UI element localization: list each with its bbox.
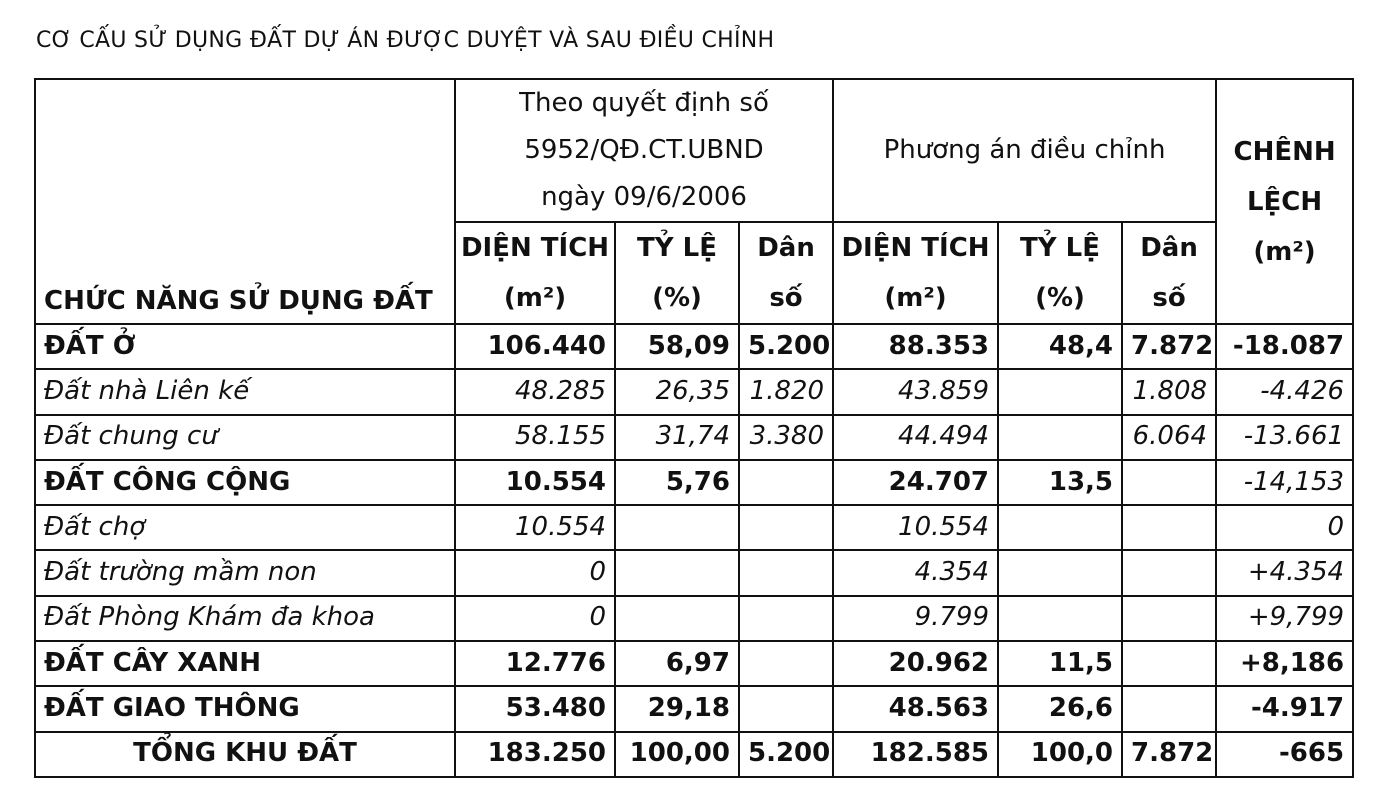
cell-approved-ratio: 58,09	[615, 324, 739, 369]
table-row	[35, 324, 1353, 369]
row-label: Đất nhà Liên kế	[35, 369, 455, 414]
cell-adjusted-population	[1122, 686, 1216, 731]
cell-approved-population: 5.200	[739, 324, 833, 369]
cell-difference: +8,186	[1216, 641, 1353, 686]
cell-approved-area: 48.285	[455, 369, 615, 414]
cell-adjusted-population	[1122, 550, 1216, 595]
table-row	[35, 596, 1353, 641]
header-area-label: DIỆN TÍCH	[841, 233, 990, 263]
cell-approved-ratio: 5,76	[615, 460, 739, 505]
header-diff-line-2: LỆCH	[1246, 186, 1323, 217]
cell-approved-population: 3.380	[739, 415, 833, 460]
header-adjusted-plan: Phương án điều chỉnh	[833, 79, 1216, 222]
header-ratio-approved	[615, 222, 739, 324]
cell-adjusted-population: 1.808	[1122, 369, 1216, 414]
table-row	[35, 641, 1353, 686]
header-approved-line-2: 5952/QĐ.CT.UBND	[524, 135, 764, 165]
cell-adjusted-area: 48.563	[833, 686, 998, 731]
cell-adjusted-ratio: 26,6	[998, 686, 1122, 731]
header-diff-line-3: (m²)	[1253, 236, 1316, 267]
cell-approved-area: 12.776	[455, 641, 615, 686]
cell-approved-area: 183.250	[455, 732, 615, 777]
row-label-total: TỔNG KHU ĐẤT	[35, 732, 455, 777]
header-ratio-unit: (%)	[1035, 283, 1085, 313]
cell-difference: -18.087	[1216, 324, 1353, 369]
cell-difference: +9,799	[1216, 596, 1353, 641]
cell-adjusted-population: 7.872	[1122, 324, 1216, 369]
header-pop-label-1: Dân	[757, 233, 815, 263]
header-ratio-label: TỶ LỆ	[637, 233, 717, 263]
cell-approved-population	[739, 505, 833, 550]
cell-adjusted-ratio	[998, 415, 1122, 460]
cell-adjusted-area: 9.799	[833, 596, 998, 641]
header-approved-line-3: ngày 09/6/2006	[541, 182, 747, 212]
cell-adjusted-area: 20.962	[833, 641, 998, 686]
row-label: ĐẤT CÂY XANH	[35, 641, 455, 686]
row-label: ĐẤT Ở	[35, 324, 455, 369]
row-label: Đất chợ	[35, 505, 455, 550]
cell-difference: +4.354	[1216, 550, 1353, 595]
cell-approved-area: 53.480	[455, 686, 615, 731]
row-label: ĐẤT GIAO THÔNG	[35, 686, 455, 731]
header-pop-approved	[739, 222, 833, 324]
cell-approved-ratio	[615, 596, 739, 641]
row-label: Đất chung cư	[35, 415, 455, 460]
cell-approved-population: 5.200	[739, 732, 833, 777]
cell-approved-area: 58.155	[455, 415, 615, 460]
cell-adjusted-area: 4.354	[833, 550, 998, 595]
table-row-total	[35, 732, 1353, 777]
cell-adjusted-population	[1122, 596, 1216, 641]
row-label: Đất Phòng Khám đa khoa	[35, 596, 455, 641]
cell-approved-ratio	[615, 505, 739, 550]
header-area-unit: (m²)	[503, 283, 567, 313]
header-ratio-adjusted	[998, 222, 1122, 324]
land-use-table	[34, 78, 1354, 778]
cell-approved-population	[739, 550, 833, 595]
cell-approved-area: 10.554	[455, 505, 615, 550]
row-label: ĐẤT CÔNG CỘNG	[35, 460, 455, 505]
cell-approved-population	[739, 596, 833, 641]
cell-approved-ratio: 26,35	[615, 369, 739, 414]
cell-approved-population	[739, 686, 833, 731]
cell-difference: -13.661	[1216, 415, 1353, 460]
cell-adjusted-ratio: 13,5	[998, 460, 1122, 505]
header-difference	[1216, 79, 1353, 324]
table-row	[35, 686, 1353, 731]
cell-adjusted-population: 6.064	[1122, 415, 1216, 460]
cell-approved-ratio: 29,18	[615, 686, 739, 731]
cell-adjusted-population	[1122, 460, 1216, 505]
header-area-unit: (m²)	[884, 283, 947, 313]
cell-adjusted-ratio	[998, 550, 1122, 595]
cell-approved-ratio: 31,74	[615, 415, 739, 460]
cell-adjusted-population	[1122, 505, 1216, 550]
cell-approved-population: 1.820	[739, 369, 833, 414]
header-row-groups	[35, 79, 1353, 222]
cell-adjusted-ratio: 48,4	[998, 324, 1122, 369]
header-pop-label-2: số	[769, 283, 803, 313]
header-diff-line-1: CHÊNH	[1233, 136, 1336, 167]
cell-difference: -14,153	[1216, 460, 1353, 505]
table-row	[35, 415, 1353, 460]
table-row	[35, 460, 1353, 505]
cell-adjusted-area: 10.554	[833, 505, 998, 550]
cell-difference: -4.917	[1216, 686, 1353, 731]
cell-approved-area: 10.554	[455, 460, 615, 505]
document-title: CƠ CẤU SỬ DỤNG ĐẤT DỰ ÁN ĐƯỢC DUYỆT VÀ SAU ĐIỀU CHỈNH	[36, 28, 775, 53]
cell-adjusted-area: 24.707	[833, 460, 998, 505]
header-function: CHỨC NĂNG SỬ DỤNG ĐẤT	[35, 79, 455, 324]
cell-adjusted-ratio: 100,0	[998, 732, 1122, 777]
header-area-approved	[455, 222, 615, 324]
cell-difference: -665	[1216, 732, 1353, 777]
header-area-adjusted	[833, 222, 998, 324]
cell-adjusted-ratio: 11,5	[998, 641, 1122, 686]
cell-approved-area: 0	[455, 550, 615, 595]
header-pop-label-2: số	[1152, 283, 1186, 313]
cell-difference: -4.426	[1216, 369, 1353, 414]
header-pop-adjusted	[1122, 222, 1216, 324]
header-area-label: DIỆN TÍCH	[460, 233, 610, 263]
header-pop-label-1: Dân	[1140, 233, 1198, 263]
table-row	[35, 369, 1353, 414]
cell-approved-population	[739, 460, 833, 505]
cell-adjusted-area: 182.585	[833, 732, 998, 777]
cell-adjusted-area: 43.859	[833, 369, 998, 414]
header-approved-plan	[455, 79, 833, 222]
cell-adjusted-area: 44.494	[833, 415, 998, 460]
table-row	[35, 505, 1353, 550]
header-approved-line-1: Theo quyết định số	[519, 88, 769, 118]
cell-approved-population	[739, 641, 833, 686]
cell-approved-area: 0	[455, 596, 615, 641]
cell-approved-ratio: 100,00	[615, 732, 739, 777]
cell-adjusted-ratio	[998, 369, 1122, 414]
cell-approved-ratio: 6,97	[615, 641, 739, 686]
cell-difference: 0	[1216, 505, 1353, 550]
cell-adjusted-population: 7.872	[1122, 732, 1216, 777]
table-row	[35, 550, 1353, 595]
row-label: Đất trường mầm non	[35, 550, 455, 595]
cell-adjusted-ratio	[998, 596, 1122, 641]
header-ratio-label: TỶ LỆ	[1020, 233, 1100, 263]
cell-approved-area: 106.440	[455, 324, 615, 369]
header-ratio-unit: (%)	[652, 283, 702, 313]
cell-adjusted-population	[1122, 641, 1216, 686]
cell-adjusted-ratio	[998, 505, 1122, 550]
cell-approved-ratio	[615, 550, 739, 595]
cell-adjusted-area: 88.353	[833, 324, 998, 369]
